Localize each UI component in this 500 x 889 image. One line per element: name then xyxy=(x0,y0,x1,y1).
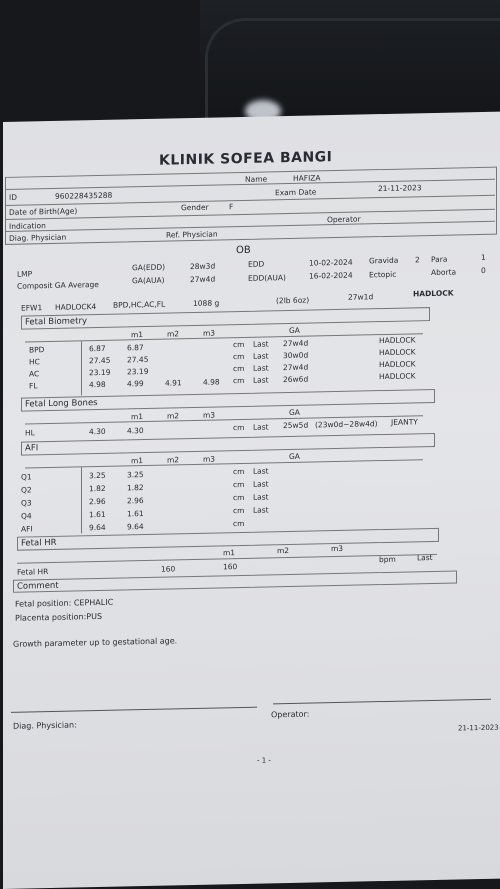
id-label: ID xyxy=(9,192,17,202)
table-row: Q4 1.61 1.61 cm Last xyxy=(21,505,269,521)
efw-label: EFW1 xyxy=(21,303,43,313)
hr-m2-header: m2 xyxy=(277,546,290,556)
page-number: - 1 - xyxy=(257,756,271,765)
fetal-hr-last: Last xyxy=(417,553,433,563)
table-row: HL 4.30 4.30 cm Last 25w5d (23w0d~28w4d) JEANTY xyxy=(25,417,418,438)
operator-label: Operator xyxy=(327,214,361,225)
table-row: Q2 1.82 1.82 cm Last xyxy=(21,479,269,495)
fetal-hr-unit: bpm xyxy=(379,554,396,565)
biometry-m2-header: m2 xyxy=(167,329,180,339)
gender-value: F xyxy=(229,202,234,212)
afi-header xyxy=(21,433,435,456)
ga-edd-label: GA(EDD) xyxy=(132,262,166,273)
efw-ga: 27w1d xyxy=(348,292,374,302)
longbones-m1-header: m1 xyxy=(131,412,144,422)
edd-value: 10-02-2024 xyxy=(309,257,353,268)
growth-comment: Growth parameter up to gestational age. xyxy=(13,636,178,649)
table-row: AFI 9.64 9.64 cm xyxy=(21,518,245,534)
afi-title: AFI xyxy=(25,443,39,454)
longbones-ga-header: GA xyxy=(289,407,300,418)
efw-ref: HADLOCK xyxy=(413,288,454,299)
table-row: HC 27.45 27.45 cm Last 30w0d HADLOCK xyxy=(29,347,416,367)
name-label: Name xyxy=(245,174,268,184)
longbones-m2-header: m2 xyxy=(167,411,180,421)
efw-pounds: (2lb 6oz) xyxy=(276,295,310,306)
hr-m1-header: m1 xyxy=(223,548,236,558)
patient-id: 960228435288 xyxy=(55,190,113,201)
ob-heading: OB xyxy=(236,244,251,257)
comment-header xyxy=(13,570,457,592)
table-row: AC 23.19 23.19 cm Last 27w4d HADLOCK xyxy=(29,359,416,379)
gender-label: Gender xyxy=(181,202,209,213)
edd-aua-label: EDD(AUA) xyxy=(248,273,286,283)
composit-ga-label: Composit GA Average xyxy=(17,279,99,291)
table-row: Q1 3.25 3.25 cm Last xyxy=(21,466,269,482)
ultrasound-report-paper xyxy=(3,112,500,889)
afi-m2-header: m2 xyxy=(167,455,180,465)
longbones-m3-header: m3 xyxy=(203,410,216,420)
afi-m3-header: m3 xyxy=(203,454,216,464)
footer-operator: Operator: xyxy=(271,709,310,720)
fetal-long-bones-title: Fetal Long Bones xyxy=(25,398,98,410)
footer-diag-physician: Diag. Physician: xyxy=(13,720,77,731)
para-label: Para xyxy=(431,254,448,265)
efw-method: HADLOCK4 xyxy=(55,302,97,312)
ref-physician-label: Ref. Physician xyxy=(166,229,218,240)
table-row: Q3 2.96 2.96 cm Last xyxy=(21,492,269,508)
exam-date-label: Exam Date xyxy=(275,187,317,198)
fetal-hr-label: Fetal HR xyxy=(17,567,49,577)
dob-label: Date of Birth(Age) xyxy=(9,206,78,217)
hr-m3-header: m3 xyxy=(331,543,344,554)
biometry-m3-header: m3 xyxy=(203,328,216,338)
ga-aua-value: 27w4d xyxy=(190,274,216,285)
afi-ga-header: GA xyxy=(289,451,300,462)
aborta-value: 0 xyxy=(481,265,486,275)
fetal-biometry-title: Fetal Biometry xyxy=(25,316,88,328)
placenta-position: Placenta position:PUS xyxy=(15,611,103,623)
ga-aua-label: GA(AUA) xyxy=(132,275,165,286)
fetal-hr-value: 160 xyxy=(161,564,176,574)
ga-edd-value: 28w3d xyxy=(190,261,216,272)
biometry-ga-header: GA xyxy=(289,325,300,336)
comment-title: Comment xyxy=(17,580,59,592)
para-value: 1 xyxy=(481,252,486,262)
diag-physician-label: Diag. Physician xyxy=(9,232,67,243)
ectopic-label: Ectopic xyxy=(369,269,397,280)
table-row: BPD 6.87 6.87 cm Last 27w4d HADLOCK xyxy=(29,335,416,355)
clinic-title: KLINIK SOFEA BANGI xyxy=(159,149,333,169)
indication-label: Indication xyxy=(9,221,46,231)
gravida-label: Gravida xyxy=(369,255,399,266)
fetal-hr-m1: 160 xyxy=(223,562,238,572)
efw-weight: 1088 g xyxy=(193,298,220,309)
efw-params: BPD,HC,AC,FL xyxy=(113,299,166,310)
footer-date: 21-11-2023 xyxy=(458,723,499,733)
patient-name: HAFIZA xyxy=(293,173,321,183)
table-row: FL 4.98 4.99 4.91 4.98 cm Last 26w6d HADLOCK xyxy=(29,371,416,391)
aborta-label: Aborta xyxy=(431,267,457,278)
exam-date: 21-11-2023 xyxy=(378,183,422,194)
gravida-value: 2 xyxy=(415,255,420,265)
fetal-hr-title: Fetal HR xyxy=(21,537,57,549)
fetal-position: Fetal position: CEPHALIC xyxy=(15,597,114,609)
afi-m1-header: m1 xyxy=(131,456,144,466)
edd-label: EDD xyxy=(248,259,265,269)
biometry-m1-header: m1 xyxy=(131,330,144,340)
edd-aua-value: 16-02-2024 xyxy=(309,270,353,281)
lmp-label: LMP xyxy=(17,269,33,279)
